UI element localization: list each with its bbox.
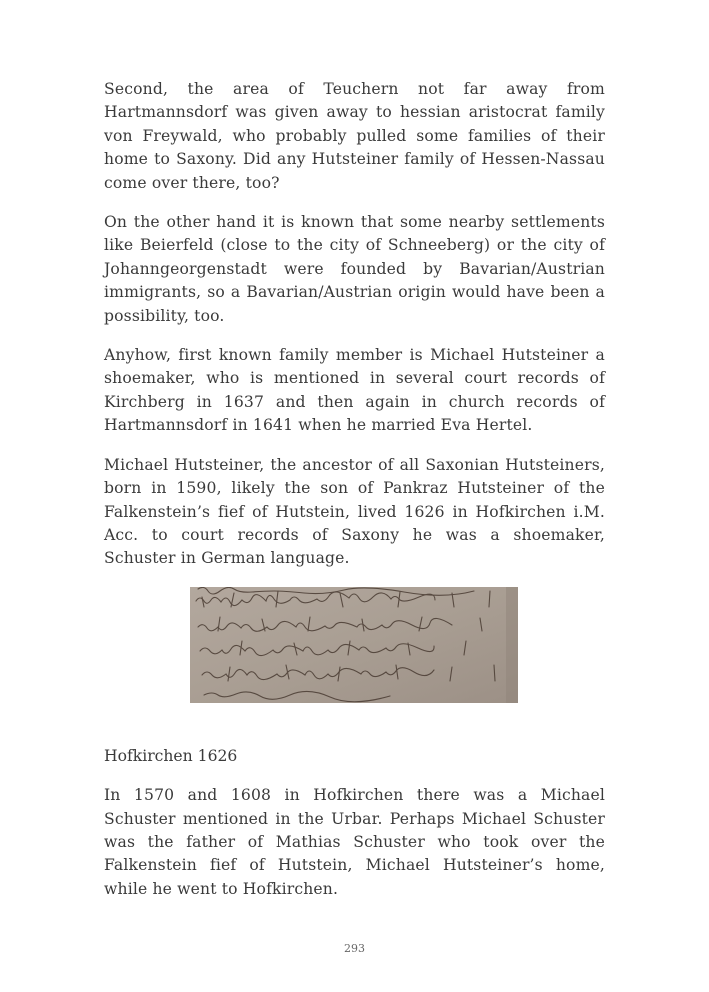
section-heading-hofkirchen: Hofkirchen 1626 xyxy=(104,746,238,765)
paragraph-michael-hutsteiner: Michael Hutsteiner, the ancestor of all Saxonian Hutsteiners, born in 1590, likely the son of Pankraz Hutsteiner of the Falkenstein’s fief of Hutstein, lived 1626 in Hofkirchen i.M. Acc. to court records of Saxony he was a shoemaker, Schuster in German language. xyxy=(104,455,605,568)
manuscript-scan xyxy=(190,587,518,703)
handwritten-court-record-image xyxy=(190,587,518,703)
page-edge-shadow xyxy=(506,587,518,703)
paragraph-first-known-member: Anyhow, first known family member is Michael Hutsteiner a shoemaker, who is mentioned in several court records of Kirchberg in 1637 and then again in church records of Hartmannsdorf in 1641 when he married Eva Hertel. xyxy=(104,346,605,435)
page-body xyxy=(104,78,605,917)
paragraph-hofkirchen-schuster: In 1570 and 1608 in Hofkirchen there was a Michael Schuster mentioned in the Urbar. Perhaps Michael Schuster was the father of Mathias Schuster who took over the Falkenstein fief of Hutstein, Michael Hutsteiner’s home, while he went to Hofkirchen. xyxy=(104,786,605,898)
paragraph-bavarian-origin: On the other hand it is known that some nearby settlements like Beierfeld (close to the city of Schneeberg) or the city of Johanngeorgenstadt were founded by Bavarian/Austrian immigrants, so a Bavarian/Austrian origin would have been a possibility, too. xyxy=(104,213,605,325)
paragraph-teuchern: Second, the area of Teuchern not far away from Hartmannsdorf was given away to hessian aristocrat family von Freywald, who probably pulled some families of their home to Saxony. Did any Hutsteiner family of Hessen-Nassau come over there, too? xyxy=(104,80,605,192)
page-number: 293 xyxy=(344,942,365,955)
paper-background xyxy=(190,587,518,703)
